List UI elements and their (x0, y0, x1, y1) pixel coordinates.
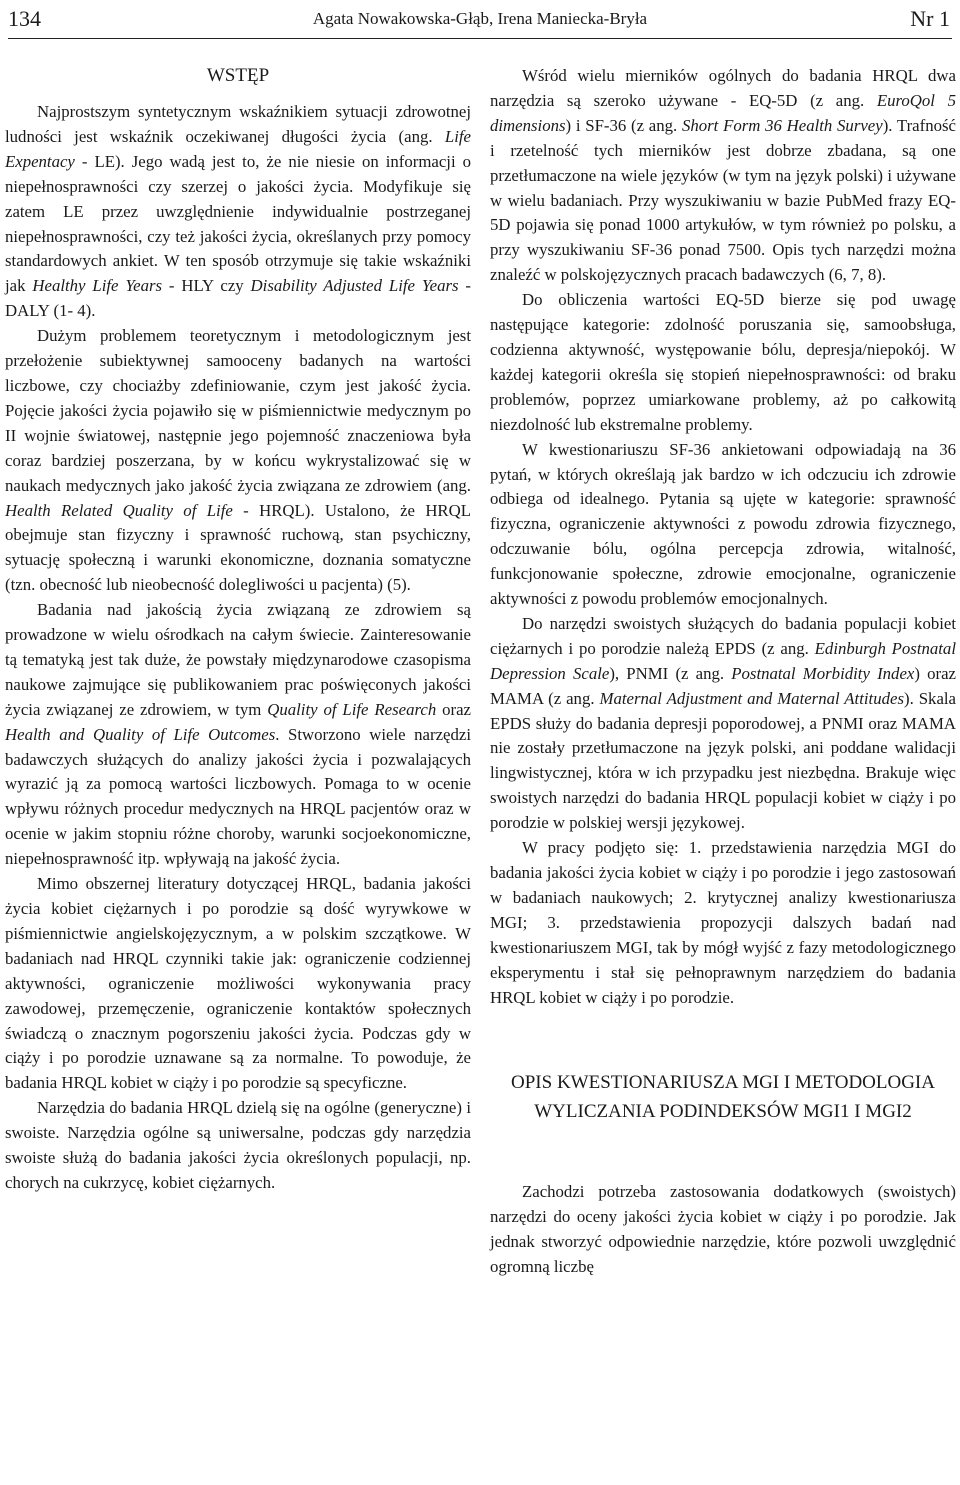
paragraph (5, 100, 471, 324)
paragraph (490, 1180, 956, 1280)
text-run: Narzędzia do badania HRQL dzielą się na ogólne (generyczne) i swoiste. Narzędzia ogólne są uniwersalne, podczas gdy narzędzia swoiste służą do badania jakości życia określonych populacji, np. chorych na cukrzycę, kobiet ciężarnych. (5, 1098, 471, 1192)
paragraph (5, 598, 471, 872)
text-run: Do obliczenia wartości EQ-5D bierze się pod uwagę następujące kategorie: zdolność poruszania się, samoobsługa, codzienna aktywność, występowanie bólu, depresja/niepokój. W każdej kategorii określa się stopień niepełnosprawności: od braku problemów, poprzez umiarkowane problemy, aż po całkowitą niezdolność lub ekstremalne problemy. (490, 290, 956, 434)
text-run: Do narzędzi swoistych służących do badania populacji kobiet ciężarnych i po porodzie należą EPDS (z ang. (490, 613, 956, 658)
text-run: - HRQL). Ustalono, że HRQL obejmuje stan fizyczny i sprawność ruchową, stan psychiczny, sytuację społeczną i warunki ekonomiczne, doznania somatyczne (tzn. obecność lub nieobecność dolegliwości u pacjenta) (5). (5, 500, 471, 595)
italic-term: EuroQol 5 dimensions (490, 90, 957, 135)
italic-term: Postnatal Morbidity Index (731, 663, 915, 683)
italic-term: Health Related Quality of Life (5, 500, 233, 520)
paragraph (5, 872, 471, 1096)
text-run: Zachodzi potrzeba zastosowania dodatkowych (swoistych) narzędzi do oceny jakości życia kobiet w ciąży i po porodzie. Jak jednak stworzyć odpowiednie narzędzie, które pozwoli uwzględnić ogromną liczbę (490, 1182, 956, 1277)
text-run: ). Trafność i rzetelność tych mierników jest dobrze zbadana, są one przetłumaczone na wiele języków (w tym na język polski) i używane w wielu badaniach. Przy wyszukiwaniu w bazie PubMed frazy EQ-5D pojawia się ponad 1000 artykułów, w tym również po polsku, a przy wyszukiwaniu SF-36 ponad 7500. Opis tych narzędzi można znaleźć w polskojęzycznych pracach badawczych (6, 7, 8). (490, 115, 956, 285)
italic-term: Edinburgh Postnatal Depression Scale (490, 638, 956, 683)
text-run: Najprostszym syntetycznym wskaźnikiem sytuacji zdrowotnej ludności jest wskaźnik oczekiwanej długości życia (ang. (5, 102, 471, 146)
text-run: Dużym problemem teoretycznym i metodologicznym jest przełożenie subiektywnej samooceny badanych na wartości liczbowe, czy chociażby zdefiniowanie, czym jest jakość życia. Pojęcie jakości życia pojawiło się w piśmiennictwie medycznym po II wojnie światowej, następnie jego pojemność znaczeniowa była coraz bardziej poszerzana, by w końcu wykrystalizować się w naukach medycznych jako jakość życia związana ze zdrowiem (ang. (5, 326, 471, 495)
text-run: - LE). Jego wadą jest to, że nie niesie on informacji o niepełnosprawności czy szerzej o jakości życia. Modyfikuje się zatem LE przez uwzględnienie indywidualnie postrzeganej niepełnosprawności, czy też jakości życia, określanych przy pomocy standardowych ankiet. W ten sposób otrzymuje się takie wskaźniki jak (5, 151, 471, 296)
paragraph (5, 324, 471, 598)
italic-term: Health and Quality of Life Outcomes (5, 724, 276, 744)
section-heading-wstep: WSTĘP (206, 65, 270, 86)
text-run: ). Skala EPDS służy do badania depresji poporodowej, a PNMI oraz MAMA nie zostały przetłumaczone na język polski, ani poddane walidacji lingwistycznej, która w ich przypadku jest niezbędna. Brakuje więc swoistych narzędzi do badania HRQL populacji kobiet w ciąży i po porodzie w polskiej wersji językowej. (490, 688, 957, 833)
page-number: 134 (8, 6, 41, 31)
left-column (5, 64, 471, 1196)
paragraph (490, 836, 956, 1010)
text-run: ) oraz MAMA (z ang. (490, 663, 956, 708)
paragraph (490, 64, 956, 288)
section-heading-mgi: OPIS KWESTIONARIUSZA MGI I METODOLOGIA WYLICZANIA PODINDEKSÓW MGI1 I MGI2 (511, 1072, 935, 1123)
text-run: oraz (436, 699, 471, 719)
text-run: . Stworzono wiele narzędzi badawczych służących do analizy jakości życia i pozwalających wyrazić ją za pomocą wartości liczbowych. Pomaga to w ocenie wpływu różnych procedur medycznych na HRQL pacjentów oraz w ocenie w jakim stopniu różne choroby, warunki socjoekonomiczne, niepełnosprawność itp. wpływają na jakość życia. (5, 724, 471, 869)
page-header (0, 0, 960, 40)
italic-term: Life Expentacy (5, 126, 471, 171)
italic-term: Healthy Life Years (32, 276, 163, 296)
paragraph (490, 288, 956, 437)
text-run: Badania nad jakością życia związaną ze zdrowiem są prowadzone w wielu ośrodkach na całym świecie. Zainteresowanie tą tematyką jest tak duże, że powstały międzynarodowe czasopisma naukowe zajmujące się publikowaniem prac poświęconych jakości życia związanej ze zdrowiem, w tym (5, 600, 471, 719)
header-rule (8, 38, 952, 39)
text-run: ) i SF-36 (z ang. (565, 115, 682, 135)
text-run: Mimo obszernej literatury dotyczącej HRQL, badania jakości życia kobiet ciężarnych i po porodzie są dość wyrywkowe w piśmiennictwie angielskojęzycznym, a w polskim szczątkowe. W badaniach nad HRQL czynniki takie jak: ograniczenie codziennej aktywności, ograniczenie możliwości wykonywania pracy zawodowej, przemęczenie, ograniczenie kontaktów społecznych świadczą o znacznym pogorszeniu jakości życia. Podczas gdy w ciąży i po porodzie uznawane są za normalne. To powoduje, że badania HRQL kobiet w ciąży i po porodzie są specyficzne. (5, 874, 471, 1093)
italic-term: Disability Adjusted Life Years (250, 276, 459, 296)
issue-number: Nr 1 (910, 6, 950, 31)
paragraph (490, 612, 956, 836)
paragraph (490, 438, 956, 612)
text-run: - HLY czy (162, 276, 251, 296)
running-head-authors: Agata Nowakowska-Głąb, Irena Maniecka-Bryła (312, 9, 648, 28)
text-run: W kwestionariuszu SF-36 ankietowani odpowiadają na 36 pytań, w których określają jak bardzo w ich odczuciu ich zdrowie odbiega od idealnego. Pytania są ujęte w kategorie: sprawność fizyczna, ograniczenie aktywności z powodu zdrowia fizycznego, odczuwanie bólu, ogólna percepcja zdrowia, witalność, funkcjonowanie społeczne, zdrowie emocjonalne, ograniczenie aktywności z powodu problemów emocjonalnych. (490, 439, 956, 609)
right-column (490, 64, 956, 1280)
italic-term: Quality of Life Research (267, 699, 437, 719)
italic-term: Maternal Adjustment and Maternal Attitudes (599, 688, 904, 708)
text-run: ), PNMI (z ang. (609, 663, 732, 683)
italic-term: Short Form 36 Health Survey (681, 115, 883, 135)
paragraph (5, 1096, 471, 1196)
text-run: - DALY (1- 4). (5, 276, 472, 321)
text-run: W pracy podjęto się: 1. przedstawienia narzędzia MGI do badania jakości życia kobiet w ciąży i po porodzie i jego zastosowań w badaniach naukowych; 2. krytycznej analizy kwestionariusza MGI; 3. przedstawienia propozycji dalszych badań nad kwestionariuszem MGI, tak by mógł wyjść z fazy metodologicznego eksperymentu i stał się pełnoprawnym narzędziem do badania HRQL kobiet w ciąży i po porodzie. (490, 838, 956, 1007)
text-run: Wśród wielu mierników ogólnych do badania HRQL dwa narzędzia są szeroko używane - EQ-5D (z ang. (490, 66, 956, 110)
